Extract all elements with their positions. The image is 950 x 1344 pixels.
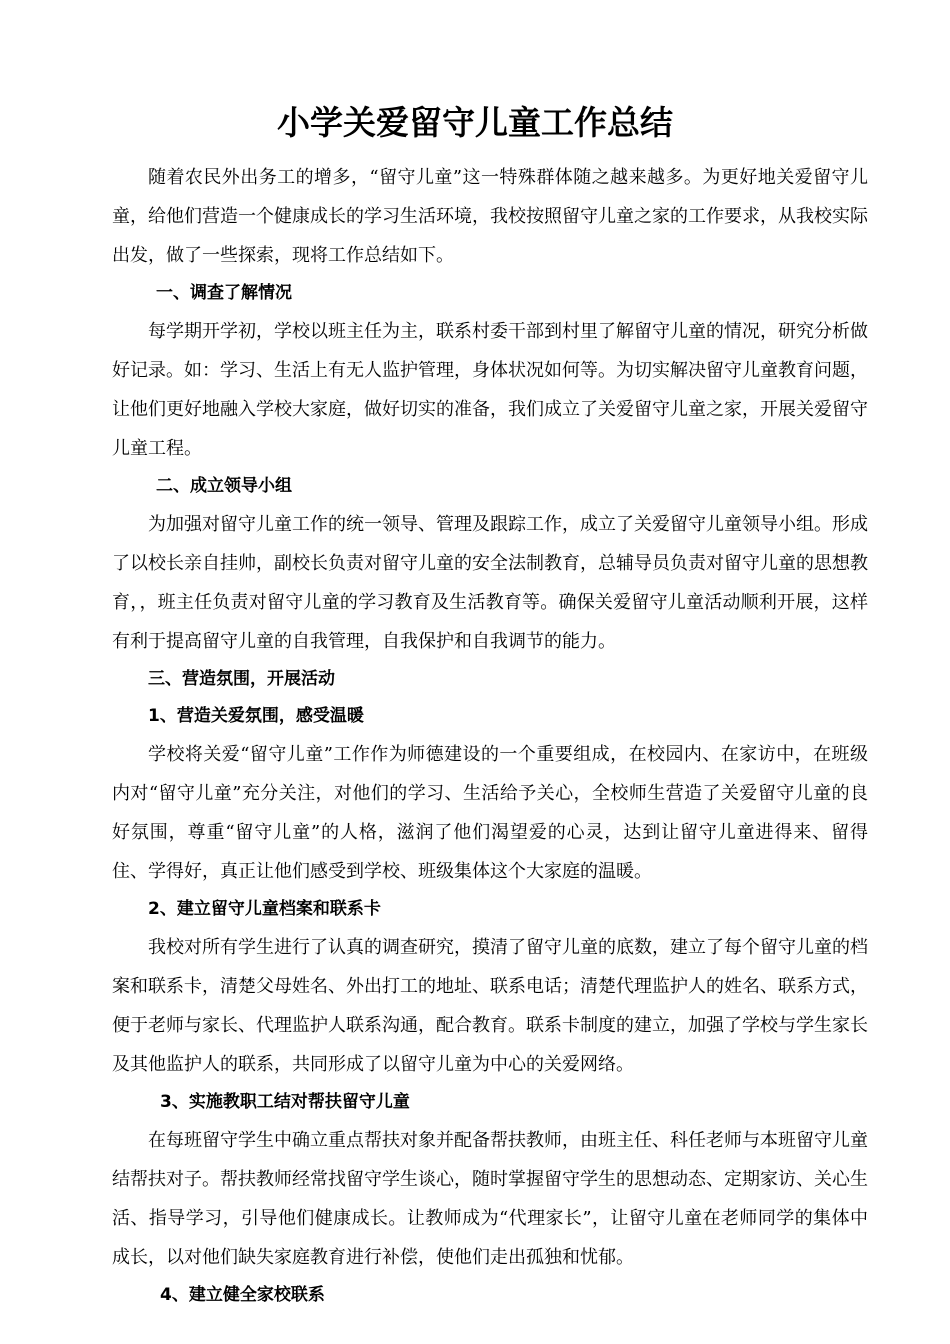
subsection-1-heading: 1、营造关爱氛围，感受温暖	[148, 706, 364, 726]
subsection-2-paragraph: 我校对所有学生进行了认真的调查研究，摸清了留守儿童的底数，建立了每个留守儿童的档案和联系卡，清楚父母姓名、外出打工的地址、联系电话；清楚代理监护人的姓名、联系方式，便于老师与家长、代理监护人联系沟通，配合教育。联系卡制度的建立，加强了学校与学生家长及其他监护人的联系，共同形成了以留守儿童为中心的关爱网络。	[112, 937, 868, 1075]
section-1-heading: 一、调查了解情况	[156, 283, 292, 303]
section-2-heading: 二、成立领导小组	[156, 476, 292, 496]
subsection-2-heading: 2、建立留守儿童档案和联系卡	[148, 899, 381, 919]
document-body	[112, 158, 868, 1314]
subsection-3-paragraph: 在每班留守学生中确立重点帮扶对象并配备帮扶教师，由班主任、科任老师与本班留守儿童结帮扶对子。帮扶教师经常找留守学生谈心，随时掌握留守学生的思想动态、定期家访、关心生活、指导学习，引导他们健康成长。让教师成为“代理家长”，让留守儿童在老师同学的集体中成长，以对他们缺失家庭教育进行补偿，使他们走出孤独和忧郁。	[112, 1130, 868, 1268]
subsection-1-paragraph: 学校将关爱“留守儿童”工作作为师德建设的一个重要组成，在校园内、在家访中，在班级内对“留守儿童”充分关注，对他们的学习、生活给予关心，全校师生营造了关爱留守儿童的良好氛围，尊重“留守儿童”的人格，滋润了他们渴望爱的心灵，达到让留守儿童进得来、留得住、学得好，真正让他们感受到学校、班级集体这个大家庭的温暖。	[112, 744, 868, 882]
section-1-paragraph: 每学期开学初，学校以班主任为主，联系村委干部到村里了解留守儿童的情况，研究分析做好记录。如：学习、生活上有无人监护管理，身体状况如何等。为切实解决留守儿童教育问题，让他们更好地融入学校大家庭，做好切实的准备，我们成立了关爱留守儿童之家，开展关爱留守儿童工程。	[112, 321, 868, 459]
section-2-paragraph: 为加强对留守儿童工作的统一领导、管理及跟踪工作，成立了关爱留守儿童领导小组。形成了以校长亲自挂帅，副校长负责对留守儿童的安全法制教育，总辅导员负责对留守儿童的思想教育，，班主任负责对留守儿童的学习教育及生活教育等。确保关爱留守儿童活动顺利开展，这样有利于提高留守儿童的自我管理，自我保护和自我调节的能力。	[112, 514, 868, 652]
subsection-3-heading: 3、实施教职工结对帮扶留守儿童	[160, 1092, 410, 1112]
section-3-heading: 三、营造氛围，开展活动	[148, 669, 335, 689]
intro-paragraph: 随着农民外出务工的增多，“留守儿童”这一特殊群体随之越来越多。为更好地关爱留守儿童，给他们营造一个健康成长的学习生活环境，我校按照留守儿童之家的工作要求，从我校实际出发，做了一些探索，现将工作总结如下。	[112, 167, 868, 266]
document-title: 小学关爱留守儿童工作总结	[277, 103, 673, 142]
subsection-4-heading: 4、建立健全家校联系	[160, 1285, 325, 1305]
